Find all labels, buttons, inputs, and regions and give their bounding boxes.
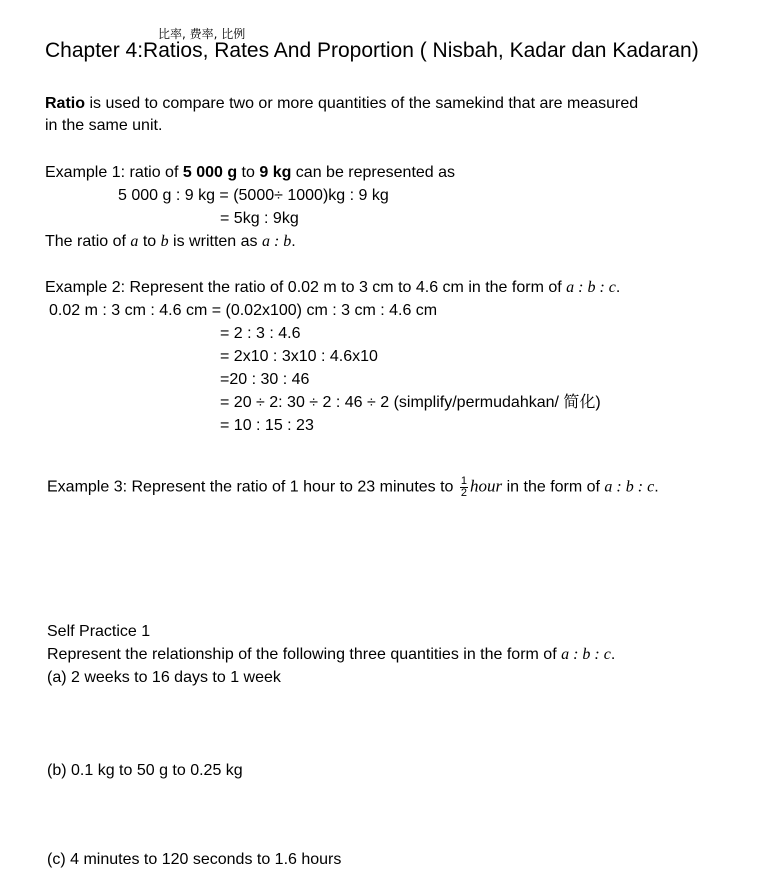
page-title: Chapter 4:Ratios, Rates And Proportion ( Nisbah, Kadar dan Kadaran) (45, 39, 699, 62)
ratio-form: a : b : c (604, 478, 655, 496)
fraction-denominator: 2 (460, 487, 468, 499)
ratio-definition-line1 (45, 94, 638, 114)
practice-item-c: (c) 4 minutes to 120 seconds to 1.6 hours (47, 851, 342, 868)
var-a: a (130, 233, 139, 250)
ratio-form: a : b : c (561, 646, 611, 663)
example2-step: = 10 : 15 : 23 (220, 417, 314, 434)
example2-question (45, 278, 620, 298)
ratio-form: a : b (261, 233, 292, 250)
practice-heading: Self Practice 1 (47, 623, 151, 640)
practice-instruction-text: Represent the relationship of the following three quantities in the form of (47, 646, 562, 663)
title-chinese: 比率, 费率, 比例 (158, 27, 246, 41)
example2-step: = 20 ÷ 2: 30 ÷ 2 : 46 ÷ 2 (simplify/permudahkan/ 简化) (220, 394, 601, 411)
note-part: is written as (168, 233, 262, 250)
fraction-numerator: 1 (460, 475, 468, 487)
example1-step2: = 5kg : 9kg (220, 210, 299, 227)
ratio-definition-line2: in the same unit. (45, 117, 163, 134)
example1-note (45, 232, 296, 252)
one-half-fraction (460, 476, 468, 499)
practice-instruction (47, 645, 615, 665)
example2-question-end: . (615, 279, 621, 296)
example2-step: = 2 : 3 : 4.6 (220, 325, 301, 342)
note-part: . (291, 233, 296, 250)
practice-instruction-end: . (610, 646, 616, 663)
ratio-definition-text: is used to compare two or more quantities of the samekind that are measured (85, 95, 639, 112)
practice-item-a: (a) 2 weeks to 16 days to 1 week (47, 669, 281, 686)
practice-item-b: (b) 0.1 kg to 50 g to 0.25 kg (47, 762, 243, 779)
example1-mid: to (237, 164, 260, 181)
example2-question-text: Example 2: Represent the ratio of 0.02 m to 3 cm to 4.6 cm in the form of (45, 279, 567, 296)
example2-step: = 2x10 : 3x10 : 4.6x10 (220, 348, 378, 365)
ratio-term: Ratio (45, 95, 85, 112)
example1-q2: 9 kg (259, 164, 292, 181)
var-b: b (160, 233, 169, 250)
example2-step: 0.02 m : 3 cm : 4.6 cm = (0.02x100) cm : 3 cm : 4.6 cm (49, 302, 438, 319)
example3-question-start: Example 3: Represent the ratio of 1 hour to 23 minutes to (47, 478, 458, 496)
hour-unit: hour (470, 476, 503, 496)
example1-step1: 5 000 g : 9 kg = (5000÷ 1000)kg : 9 kg (118, 187, 389, 204)
example1-q1: 5 000 g (182, 164, 238, 181)
example3-question-end: . (654, 478, 659, 496)
example1-prefix: Example 1: ratio of (45, 164, 183, 181)
note-part: The ratio of (45, 233, 131, 250)
example3-question (47, 476, 659, 499)
example3-question-mid: in the form of (502, 478, 605, 496)
ratio-form: a : b : c (566, 279, 616, 296)
example1-suffix: can be represented as (291, 164, 456, 181)
note-part: to (138, 233, 161, 250)
example2-step: =20 : 30 : 46 (220, 371, 310, 388)
example1-question (45, 163, 455, 183)
